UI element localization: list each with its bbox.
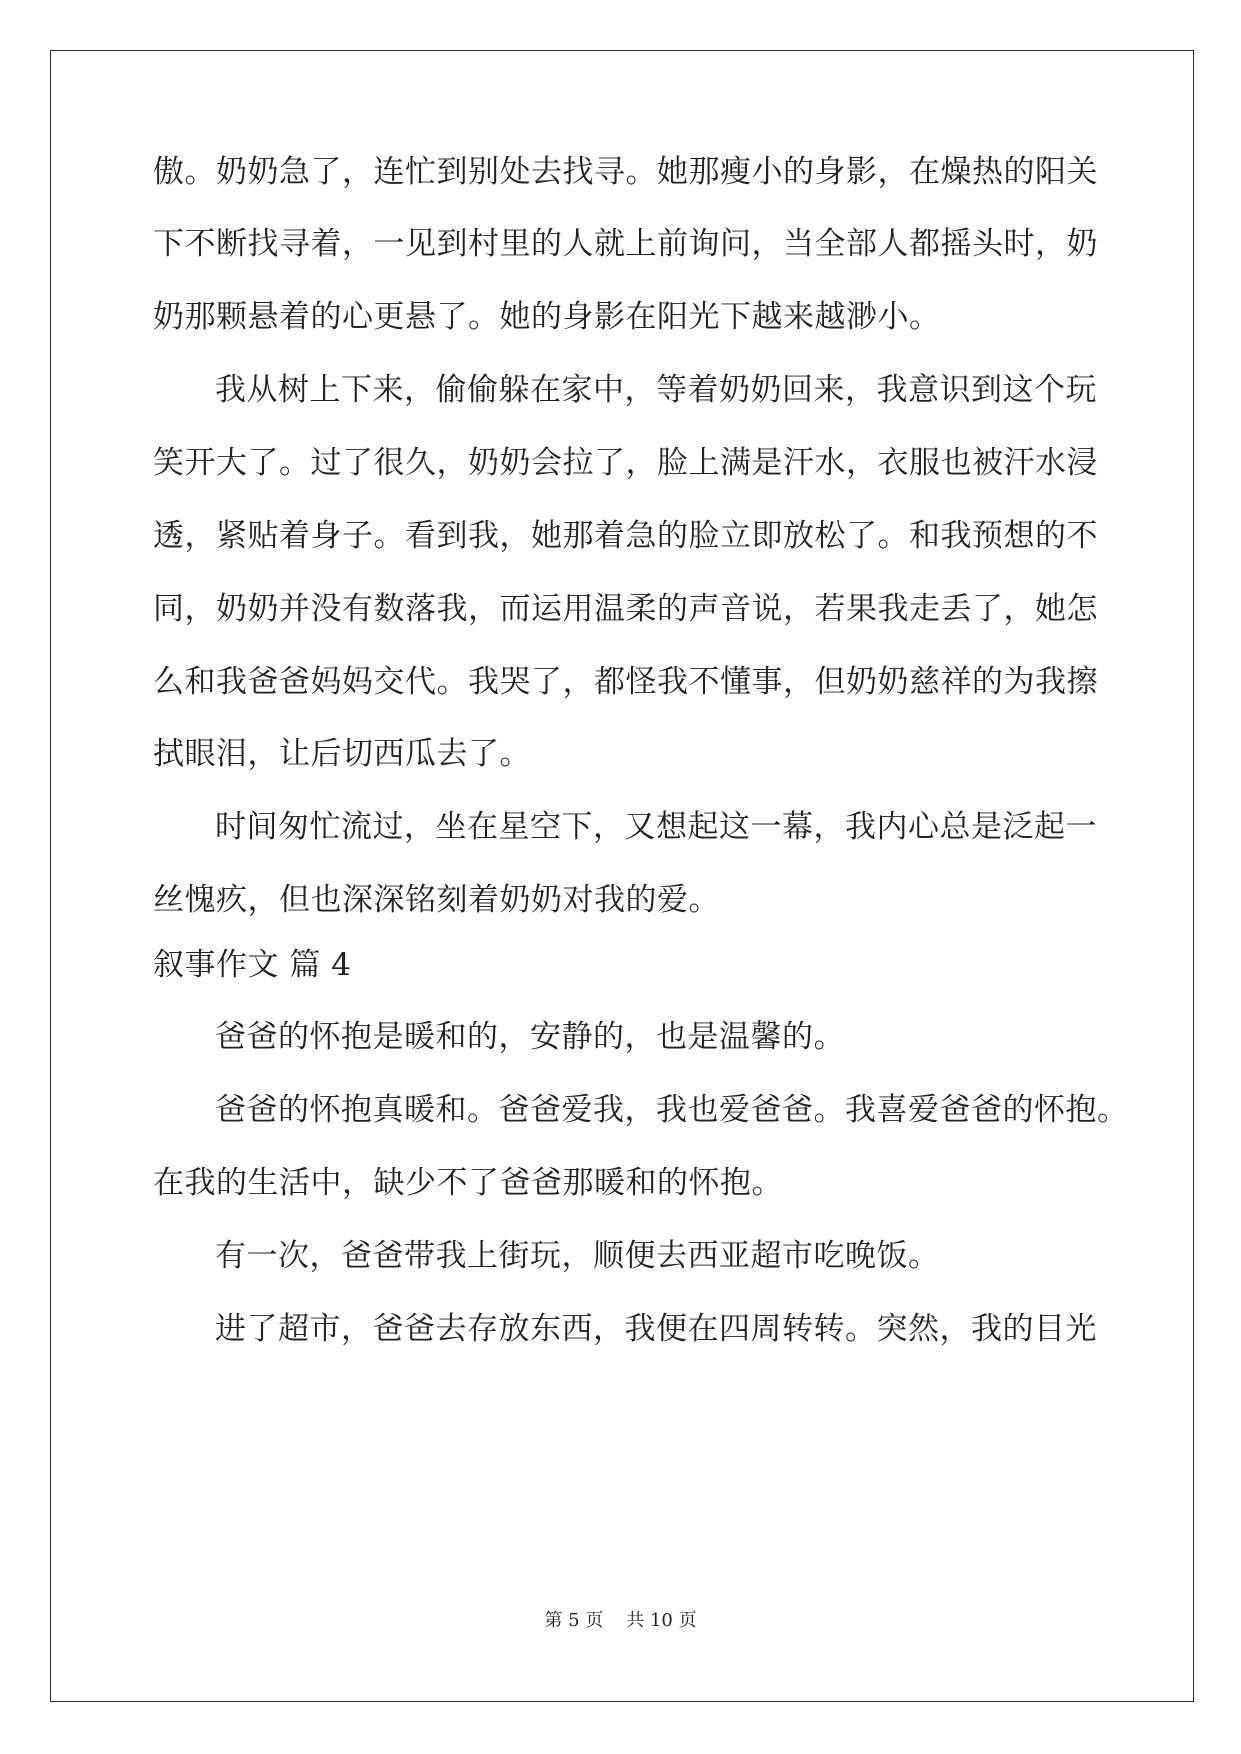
section-heading: 叙事作文 篇 4 [153, 947, 352, 983]
text-line: 同，奶奶并没有数落我，而运用温柔的声音说，若果我走丢了，她怎 [153, 591, 1098, 627]
text-line: 下不断找寻着，一见到村里的人就上前询问，当全部人都摇头时，奶 [153, 226, 1098, 262]
text-line: 奶那颗悬着的心更悬了。她的身影在阳光下越来越渺小。 [153, 299, 941, 335]
text-line: 丝愧疚，但也深深铭刻着奶奶对我的爱。 [153, 882, 720, 918]
text-line: 拭眼泪，让后切西瓜去了。 [153, 736, 531, 772]
page-number: 第 5 页 [544, 1610, 604, 1631]
page-footer [0, 1610, 1241, 1632]
text-line: 进了超市，爸爸去存放东西，我便在四周转转。突然，我的目光 [215, 1311, 1097, 1347]
text-line: 在我的生活中，缺少不了爸爸那暖和的怀抱。 [153, 1165, 783, 1201]
text-line: 我从树上下来，偷偷躲在家中，等着奶奶回来，我意识到这个玩 [215, 372, 1097, 408]
text-line: 爸爸的怀抱真暖和。爸爸爱我，我也爱爸爸。我喜爱爸爸的怀抱。 [215, 1092, 1129, 1128]
text-line: 有一次，爸爸带我上街玩，顺便去西亚超市吃晚饭。 [215, 1238, 940, 1274]
text-line: 笑开大了。过了很久，奶奶会拉了，脸上满是汗水，衣服也被汗水浸 [153, 445, 1098, 481]
text-line: 时间匆忙流过，坐在星空下，又想起这一幕，我内心总是泛起一 [215, 809, 1097, 845]
text-line: 傲。奶奶急了，连忙到别处去找寻。她那瘦小的身影，在燥热的阳关 [153, 154, 1098, 190]
text-line: 透，紧贴着身子。看到我，她那着急的脸立即放松了。和我预想的不 [153, 518, 1098, 554]
text-line: 爸爸的怀抱是暖和的，安静的，也是温馨的。 [215, 1019, 845, 1055]
page-total: 共 10 页 [626, 1610, 697, 1631]
text-line: 么和我爸爸妈妈交代。我哭了，都怪我不懂事，但奶奶慈祥的为我擦 [153, 664, 1098, 700]
